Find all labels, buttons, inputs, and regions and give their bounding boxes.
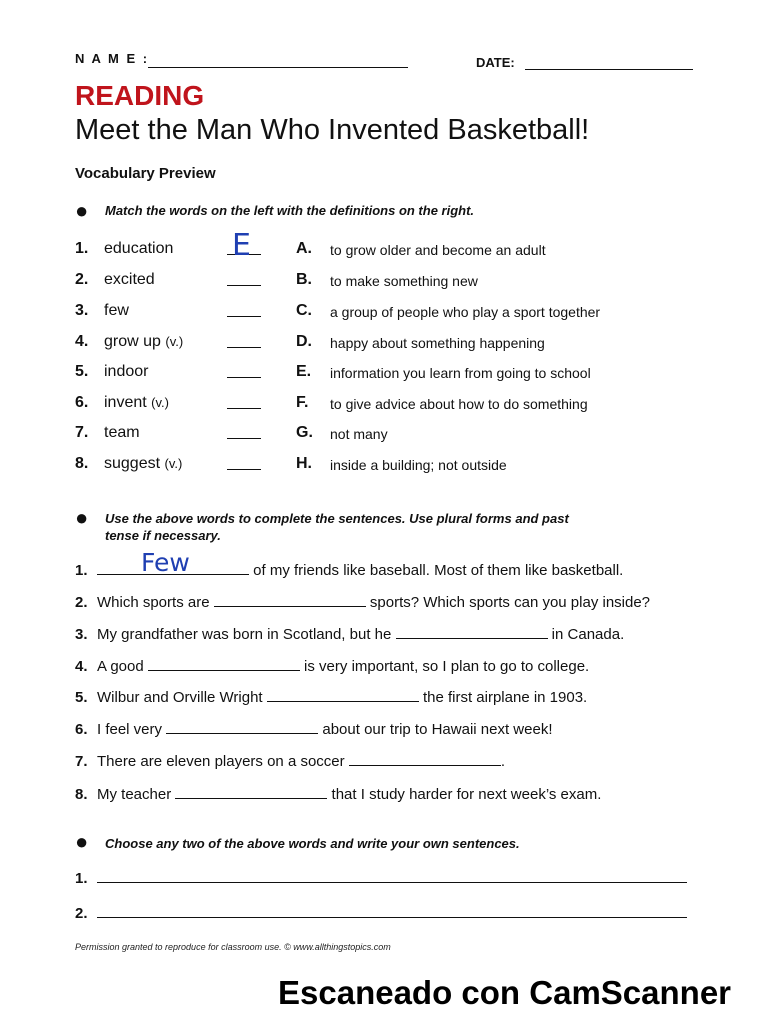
vocab-answer-blank[interactable] (227, 469, 261, 470)
own-sentence-line[interactable] (97, 905, 687, 918)
vocab-row (75, 333, 715, 357)
definition-letter: F. (296, 394, 309, 411)
vocab-word-text: suggest (104, 455, 161, 472)
match-instruction: Match the words on the left with the definitions on the right. (105, 203, 475, 218)
sentence-text-before: Which sports are (97, 594, 214, 611)
own-sentence-row (75, 870, 687, 887)
sentence-answer-blank[interactable] (175, 786, 327, 799)
definition-text: a group of people who play a sport together (330, 304, 601, 320)
vocab-word (104, 424, 140, 442)
vocab-answer-blank[interactable] (227, 408, 261, 409)
vocab-number: 8. (75, 455, 89, 472)
vocab-number: 5. (75, 363, 89, 380)
vocab-word (104, 333, 183, 351)
sentence-number: 4. (75, 658, 88, 675)
definition-letter: B. (296, 271, 312, 288)
sentence-text-after: the first airplane in 1903. (418, 689, 588, 706)
sentence-number: 6. (75, 721, 88, 738)
sentence-row (75, 753, 715, 770)
vocab-part-of-speech: (v.) (151, 395, 169, 410)
definition-letter: E. (296, 363, 312, 380)
sentence-answer-blank[interactable] (349, 753, 501, 766)
vocab-word (104, 363, 148, 381)
sentence-number: 1. (75, 562, 88, 579)
sentence-row (75, 721, 715, 738)
vocab-row (75, 302, 715, 326)
vocab-word (104, 240, 173, 258)
sentence-number: 5. (75, 689, 88, 706)
scanner-watermark: Escaneado con CamScanner (278, 974, 732, 1011)
definition-letter: G. (296, 424, 313, 441)
handwritten-answer-sentence: Few (141, 548, 190, 577)
sentence-answer-blank[interactable] (148, 658, 300, 671)
sentence-text-after: in Canada. (547, 626, 625, 643)
sentence-text-before: My teacher (97, 786, 176, 803)
vocab-number: 4. (75, 333, 89, 350)
vocab-row (75, 424, 715, 448)
vocab-word-text: team (104, 424, 140, 441)
vocab-word (104, 271, 155, 289)
vocab-number: 1. (75, 240, 89, 257)
vocab-row (75, 455, 715, 479)
vocab-row (75, 240, 715, 264)
own-sentence-number: 2. (75, 905, 88, 922)
vocab-word-text: excited (104, 271, 155, 288)
vocab-word-text: education (104, 240, 174, 257)
vocab-answer-blank[interactable] (227, 438, 261, 439)
vocab-number: 3. (75, 302, 89, 319)
sentence-text-after: is very important, so I plan to go to college. (299, 658, 590, 675)
own-sentence-row (75, 905, 687, 922)
sentence-number: 8. (75, 786, 88, 803)
vocab-answer-blank[interactable] (227, 347, 261, 348)
vocab-word (104, 394, 169, 412)
sentence-text-after: . (500, 753, 505, 770)
definition-text: to grow older and become an adult (330, 242, 546, 258)
own-sentence-line[interactable] (97, 870, 687, 883)
complete-instruction-line2: tense if necessary. (105, 528, 221, 543)
definition-text: happy about something happening (330, 335, 545, 351)
bullet-icon: ● (75, 505, 89, 530)
vocab-answer-blank[interactable] (227, 377, 261, 378)
complete-instruction-line1: Use the above words to complete the sentences. Use plural forms and past (105, 511, 569, 526)
sentence-text-after: that I study harder for next week’s exam. (327, 786, 602, 803)
definition-letter: H. (296, 455, 312, 472)
sentence-text-before: A good (97, 658, 148, 675)
sentence-answer-blank[interactable] (396, 626, 548, 639)
name-line (148, 52, 408, 68)
sentence-text-after: about our trip to Hawaii next week! (318, 721, 553, 738)
definition-text: to make something new (330, 273, 478, 289)
sentence-text-before: I feel very (97, 721, 167, 738)
section-label: READING (75, 80, 205, 111)
vocab-answer-blank[interactable] (227, 285, 261, 286)
definition-letter: A. (296, 240, 312, 257)
name-label: N A M E : (75, 51, 150, 66)
definition-letter: D. (296, 333, 312, 350)
sentence-number: 3. (75, 626, 88, 643)
vocab-word-text: grow up (104, 333, 161, 350)
definition-letter: C. (296, 302, 312, 319)
vocab-heading: Vocabulary Preview (75, 165, 216, 182)
sentence-row (75, 786, 715, 803)
footer-permission-note: Permission granted to reproduce for classroom use. © www.allthingstopics.com (75, 942, 391, 952)
definition-text: information you learn from going to school (330, 365, 591, 381)
vocab-word-text: few (104, 302, 129, 319)
handwritten-answer-vocab: E (232, 228, 251, 263)
sentence-row (75, 689, 715, 706)
sentence-number: 2. (75, 594, 88, 611)
vocab-row (75, 394, 715, 418)
vocab-number: 2. (75, 271, 89, 288)
vocab-number: 6. (75, 394, 89, 411)
definition-text: inside a building; not outside (330, 457, 507, 473)
vocab-part-of-speech: (v.) (164, 456, 183, 471)
vocab-word (104, 455, 182, 473)
date-line (525, 55, 693, 70)
sentence-row (75, 626, 715, 643)
date-label: DATE: (476, 55, 515, 70)
vocab-row (75, 271, 715, 295)
vocab-word-text: indoor (104, 363, 149, 380)
own-sentence-number: 1. (75, 870, 88, 887)
vocab-word-text: invent (104, 394, 147, 411)
bullet-icon: ● (75, 198, 89, 223)
vocab-word (104, 302, 129, 320)
vocab-part-of-speech: (v.) (165, 334, 184, 349)
vocab-row (75, 363, 715, 387)
sentence-text-after: sports? Which sports can you play inside? (365, 594, 651, 611)
definition-text: not many (330, 426, 388, 442)
own-instruction: Choose any two of the above words and write your own sentences. (105, 836, 520, 851)
sentence-answer-blank[interactable] (214, 594, 366, 607)
vocab-answer-blank[interactable] (227, 316, 261, 317)
sentence-text-before: Wilbur and Orville Wright (97, 689, 267, 706)
sentence-row (75, 658, 715, 675)
sentence-text-before: My grandfather was born in Scotland, but he (97, 626, 396, 643)
sentence-text-before: There are eleven players on a soccer (97, 753, 349, 770)
page-title: Meet the Man Who Invented Basketball! (75, 114, 590, 146)
sentence-answer-blank[interactable] (166, 721, 318, 734)
sentence-answer-blank[interactable] (267, 689, 419, 702)
vocab-number: 7. (75, 424, 89, 441)
definition-text: to give advice about how to do something (330, 396, 588, 412)
bullet-icon: ● (75, 829, 89, 854)
sentence-row (75, 594, 715, 611)
sentence-number: 7. (75, 753, 88, 770)
sentence-text-after: of my friends like baseball. Most of them like basketball. (249, 562, 624, 579)
